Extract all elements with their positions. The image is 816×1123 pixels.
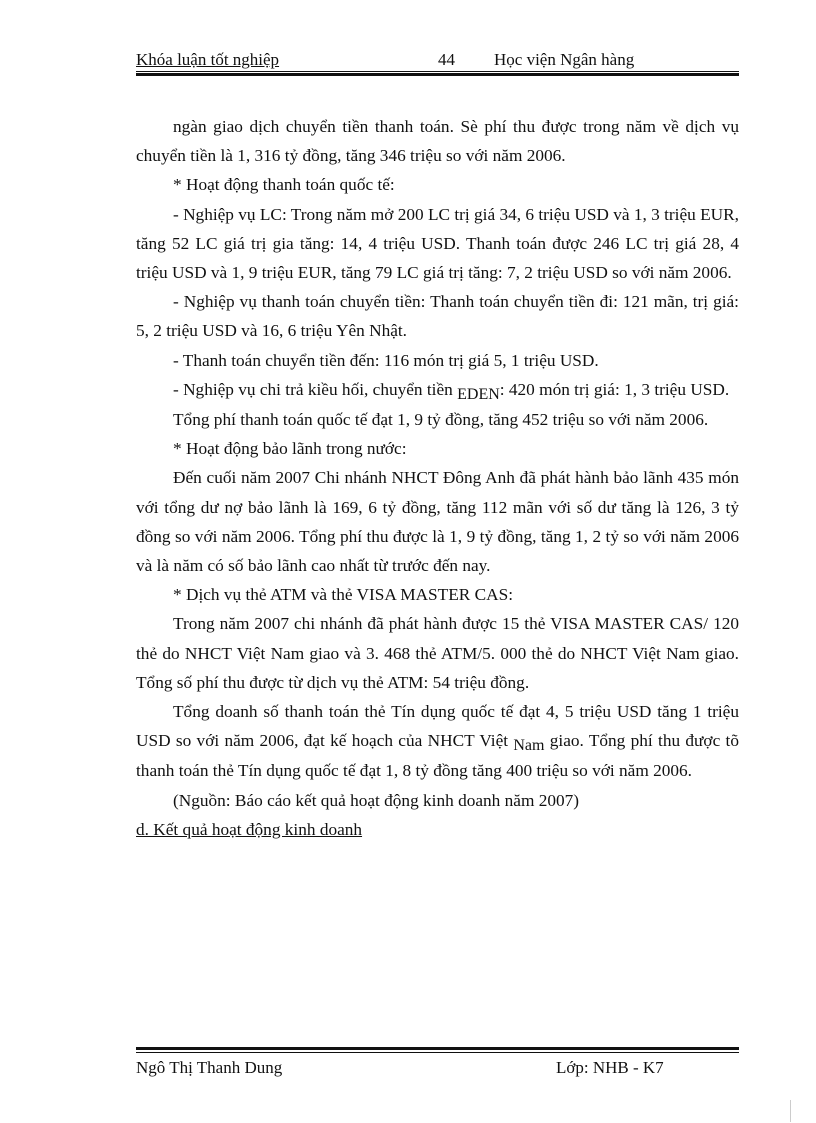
paragraph: Đến cuối năm 2007 Chi nhánh NHCT Đông Anh đã phát hành bảo lãnh 435 món với tổng dư nợ bảo lãnh là 169, 6 tỷ đồng, tăng 112 mãn với số dư tăng là 126, 3 tỷ đồng so với năm 2006. Tổng phí thu được là 1, 9 tỷ đồng, tăng 1, 2 tỷ so với năm 2006 và là năm có số bảo lãnh cao nhất từ trước đến nay. xyxy=(136,468,739,576)
paragraph: - Thanh toán chuyển tiền đến: 116 món trị giá 5, 1 triệu USD. xyxy=(173,350,599,370)
footer-class: Lớp: NHB - K7 xyxy=(556,1058,664,1077)
text-run: : 420 món trị giá: 1, 3 triệu USD. xyxy=(499,379,730,399)
paragraph-eden xyxy=(136,375,739,405)
page-body xyxy=(136,112,739,844)
paragraph: Trong năm 2007 chi nhánh đã phát hành được 15 thẻ VISA MASTER CAS/ 120 thẻ do NHCT Việt Nam giao và 3. 468 thẻ ATM/5. 000 thẻ do NHCT Việt Nam giao. Tổng số phí thu được từ dịch vụ thẻ ATM: 54 triệu đồng. xyxy=(136,614,739,692)
header-thesis-title: Khóa luận tốt nghiệp xyxy=(136,50,280,69)
text-run-lowered: EDEN xyxy=(457,385,500,403)
paragraph: * Hoạt động bảo lãnh trong nước: xyxy=(173,439,407,459)
paragraph: - Nghiệp vụ LC: Trong năm mở 200 LC trị giá 34, 6 triệu USD và 1, 3 triệu EUR, tăng 52 LC giá trị gia tăng: 14, 4 triệu USD. Thanh toán được 246 LC trị giá 28, 4 triệu USD và 1, 9 triệu EUR, tăng 79 LC giá trị tăng: 7, 2 triệu USD so với năm 2006. xyxy=(136,204,739,283)
paragraph: ngàn giao dịch chuyển tiền thanh toán. Sè phí thu được trong năm về dịch vụ chuyển tiền là 1, 316 tỷ đồng, tăng 346 triệu so với năm 2006. xyxy=(136,117,739,166)
paragraph: - Nghiệp vụ thanh toán chuyển tiền: Thanh toán chuyển tiền đi: 121 mãn, trị giá: 5, 2 triệu USD và 16, 6 triệu Yên Nhật. xyxy=(136,292,739,341)
paragraph: * Dịch vụ thẻ ATM và thẻ VISA MASTER CAS: xyxy=(173,585,514,605)
section-heading: d. Kết quả hoạt động kinh doanh xyxy=(136,819,363,839)
header-rule-thick xyxy=(136,73,739,76)
text-run: Tổng doanh số thanh toán thẻ Tín dụng quốc tế đạt 4, 5 triệu USD tăng 1 triệu USD so với năm 2006, đạt kế hoạch của NHCT Việt xyxy=(136,702,739,751)
header-page-number: 44 xyxy=(438,50,455,69)
paragraph-nam xyxy=(136,697,739,786)
page-edge-mark xyxy=(790,1100,791,1122)
footer-author: Ngô Thị Thanh Dung xyxy=(136,1058,283,1077)
header-rule-thin xyxy=(136,71,739,72)
paragraph: Tổng phí thanh toán quốc tế đạt 1, 9 tỷ đồng, tăng 452 triệu so với năm 2006. xyxy=(173,410,709,430)
text-run: - Nghiệp vụ chi trả kiều hối, chuyển tiền xyxy=(173,379,458,399)
paragraph: * Hoạt động thanh toán quốc tế: xyxy=(173,175,395,195)
text-run-lowered: Nam xyxy=(513,737,545,755)
source-note: (Nguồn: Báo cáo kết quả hoạt động kinh doanh năm 2007) xyxy=(173,790,580,810)
text-run: giao. Tổng phí thu được tõ thanh toán thẻ Tín dụng quốc tế đạt 1, 8 tỷ đồng tăng 400 triệu so với năm 2006. xyxy=(136,731,739,781)
page-footer xyxy=(136,1048,739,1088)
header-institution: Học viện Ngân hàng xyxy=(494,50,635,69)
